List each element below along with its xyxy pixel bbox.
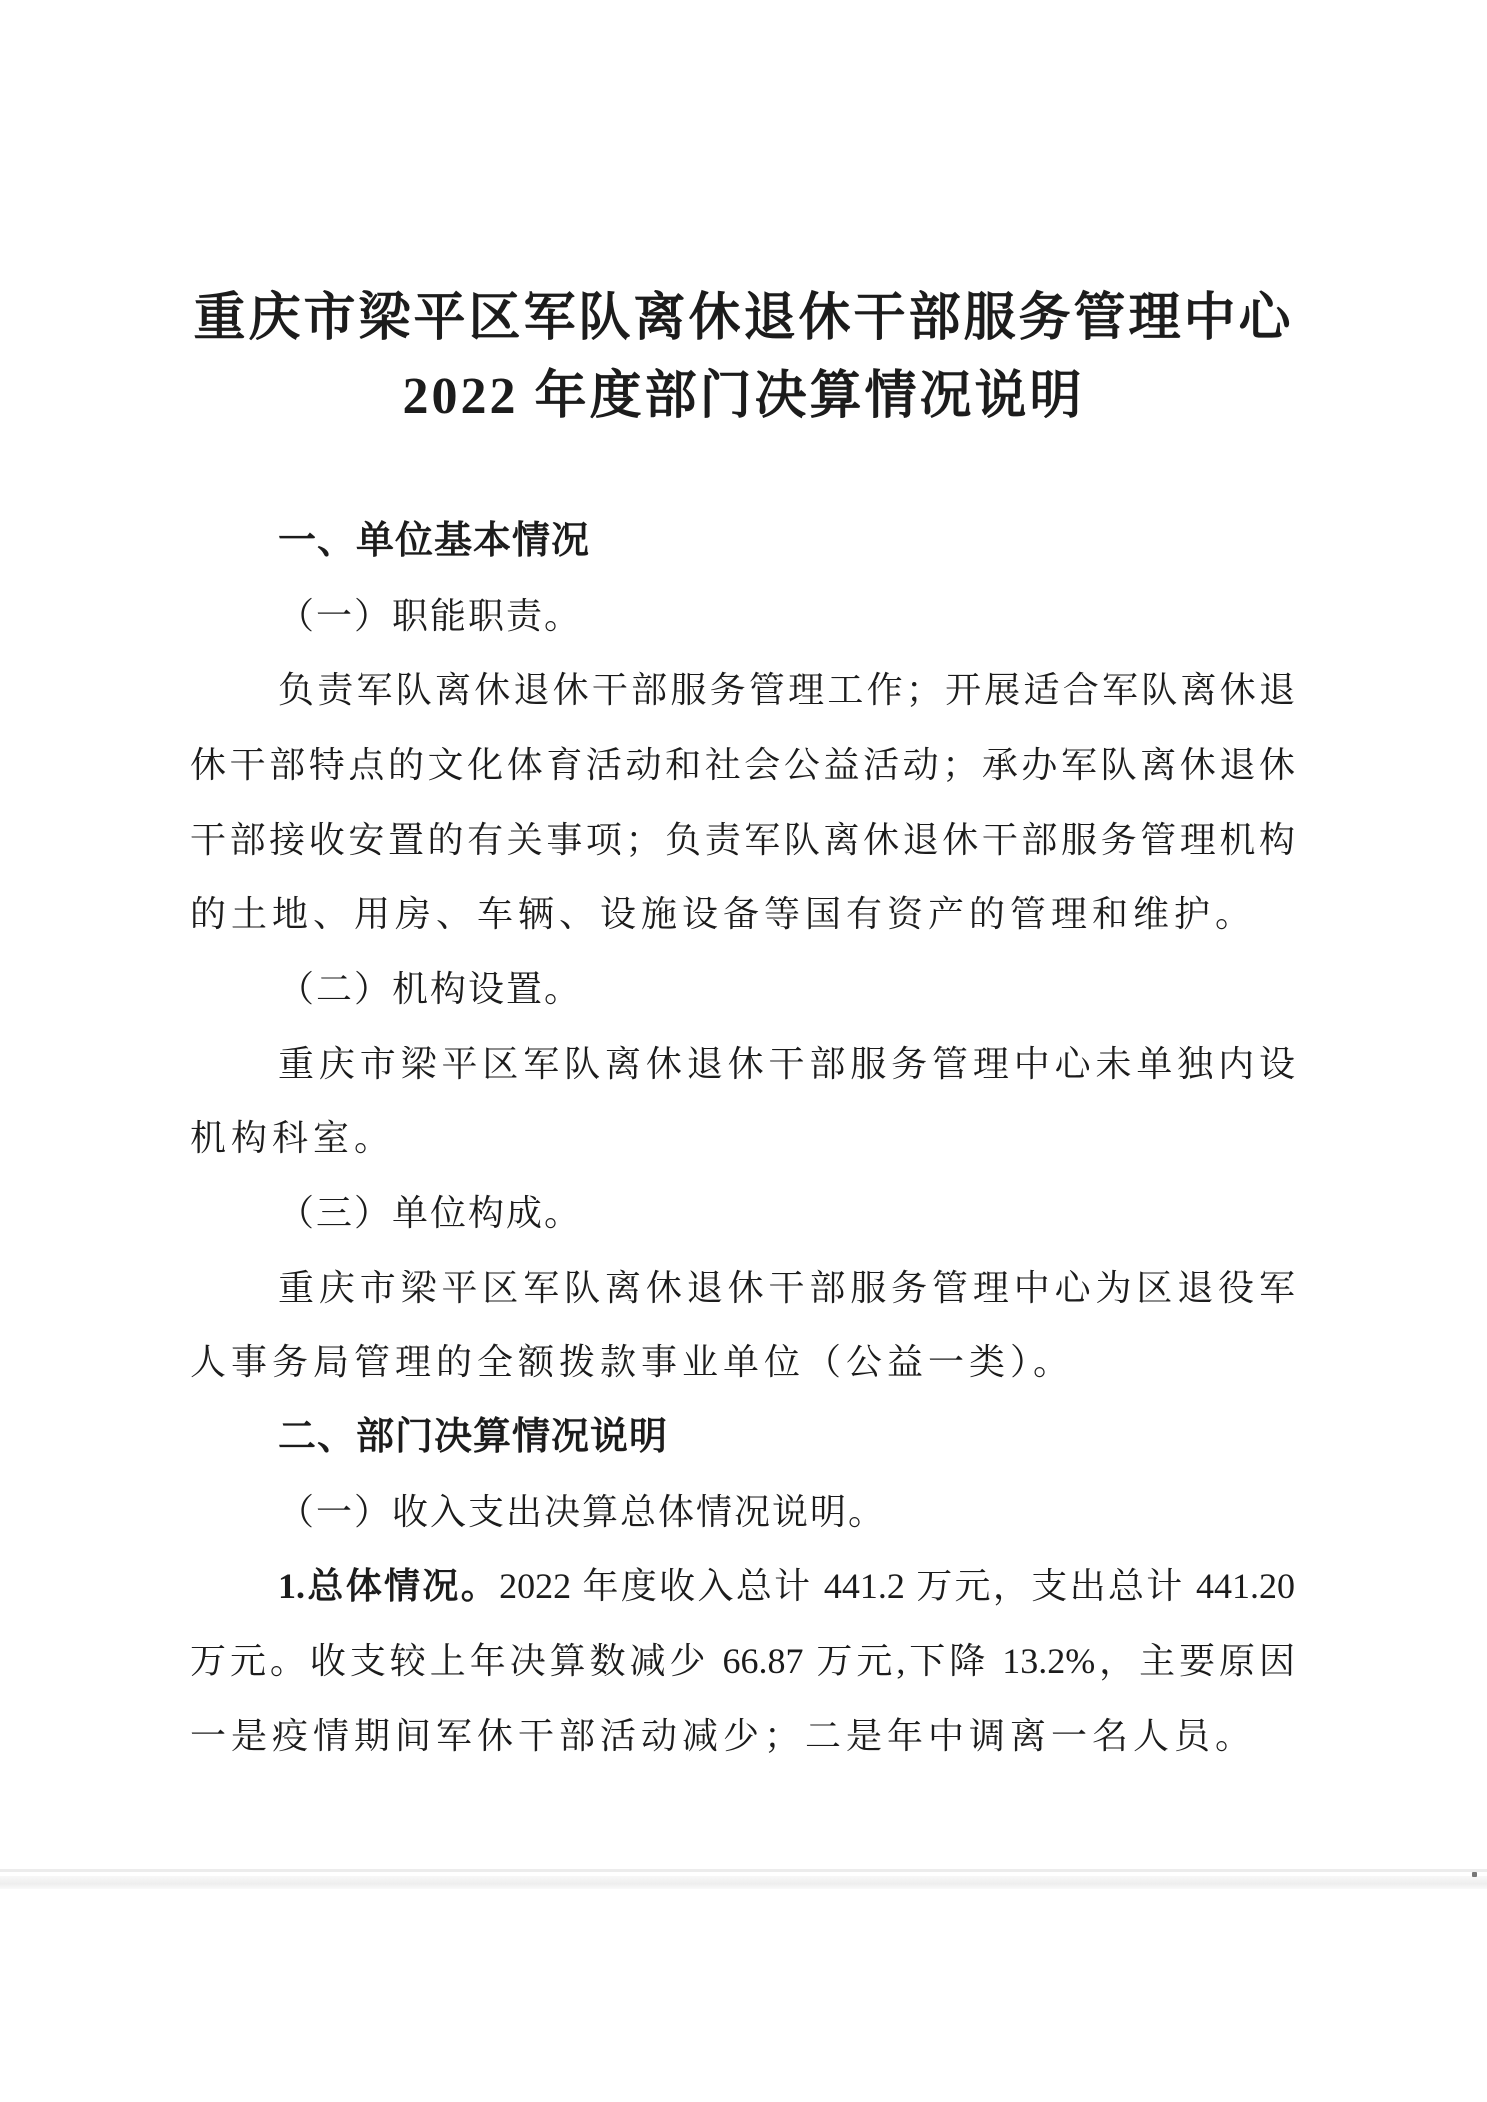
body-line: 万元。收支较上年决算数减少 66.87 万元,下降 13.2%，主要原因 — [190, 1641, 1295, 1681]
body-line — [190, 1556, 1295, 1616]
body-line: 机构科室。 — [190, 1118, 396, 1158]
body-line: 重庆市梁平区军队离休退休干部服务管理中心未单独内设 — [278, 1044, 1295, 1084]
body-line: 休干部特点的文化体育活动和社会公益活动；承办军队离休退休 — [190, 745, 1295, 785]
body-line: 人事务局管理的全额拨款事业单位（公益一类）。 — [190, 1342, 1075, 1382]
subsection-heading: （三）单位构成。 — [278, 1193, 583, 1233]
body-line: 重庆市梁平区军队离休退休干部服务管理中心为区退役军 — [278, 1268, 1295, 1308]
body-line: 干部接收安置的有关事项；负责军队离休退休干部服务管理机构 — [190, 820, 1295, 860]
body-line: 一是疫情期间军休干部活动减少；二是年中调离一名人员。 — [190, 1716, 1257, 1756]
body-line: 负责军队离休退休干部服务管理工作；开展适合军队离休退 — [278, 670, 1295, 710]
scan-artifact-speck — [1472, 1872, 1477, 1877]
subsection-heading: （一）职能职责。 — [278, 596, 583, 636]
section-heading-1: 一、单位基本情况 — [278, 520, 591, 562]
body-line: 的土地、用房、车辆、设施设备等国有资产的管理和维护。 — [190, 894, 1257, 934]
section-heading-2: 二、部门决算情况说明 — [278, 1416, 669, 1458]
paragraph-text: 2022 年度收入总计 441.2 万元，支出总计 441.20 — [499, 1566, 1295, 1606]
subsection-heading: （一）收入支出决算总体情况说明。 — [278, 1492, 887, 1532]
subsection-heading: （二）机构设置。 — [278, 969, 583, 1009]
paragraph-lead: 1.总体情况。 — [278, 1566, 500, 1606]
document-title-line-2: 2022 年度部门决算情况说明 — [402, 368, 1085, 425]
scan-artifact-streak — [0, 1876, 1487, 1889]
scan-artifact-streak — [0, 1869, 1487, 1872]
document-title-line-1: 重庆市梁平区军队离休退休干部服务管理中心 — [193, 290, 1294, 347]
